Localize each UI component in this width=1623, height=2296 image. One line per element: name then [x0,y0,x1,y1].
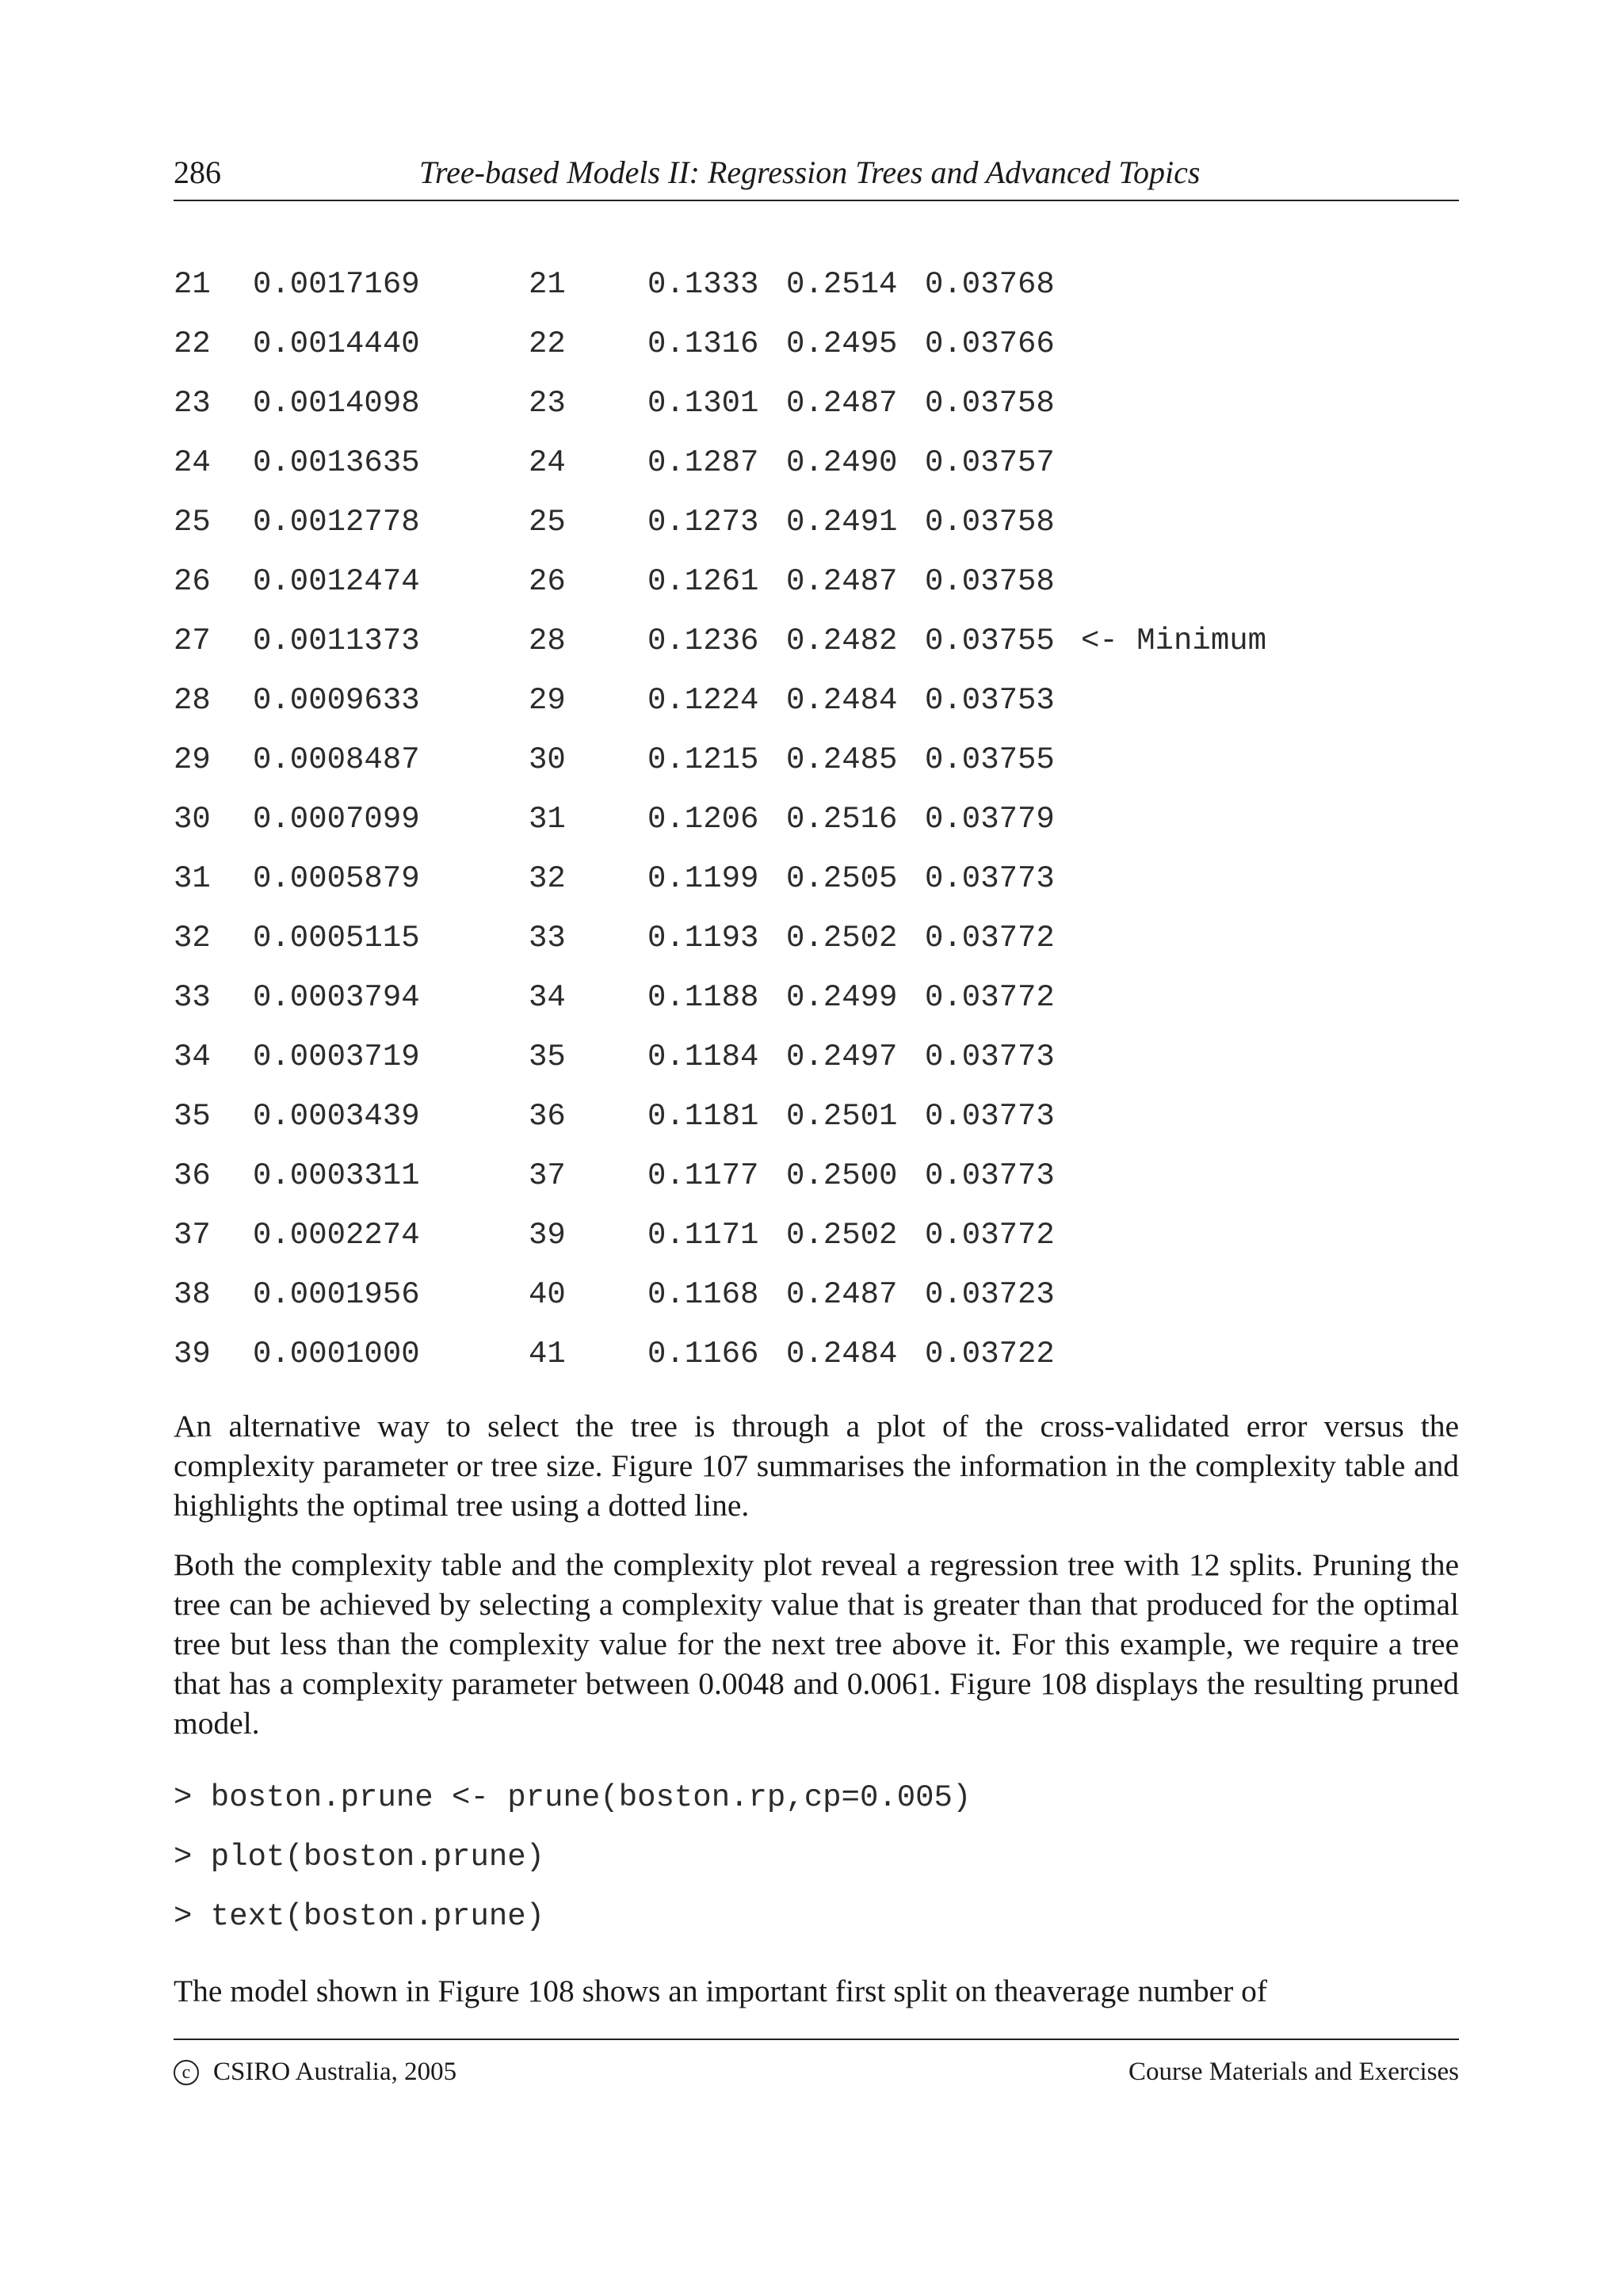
row-index: 22 [174,326,211,361]
rel-error-value: 0.1316 [647,326,759,361]
cp-value: 0.0001956 [253,1277,420,1312]
row-index: 36 [174,1158,211,1193]
page-header [174,152,1459,201]
nsplit-value: 22 [529,326,566,361]
xstd-value: 0.03768 [925,267,1055,302]
row-index: 25 [174,505,211,540]
cp-value: 0.0014440 [253,326,420,361]
cp-value: 0.0003719 [253,1039,420,1074]
rel-error-value: 0.1171 [647,1218,759,1253]
nsplit-value: 26 [529,564,566,599]
rel-error-value: 0.1215 [647,742,759,777]
nsplit-value: 31 [529,802,566,837]
rel-error-value: 0.1166 [647,1337,759,1371]
xerror-value: 0.2487 [786,386,898,421]
xstd-value: 0.03773 [925,1099,1055,1134]
xstd-value: 0.03722 [925,1337,1055,1371]
xerror-value: 0.2487 [786,1277,898,1312]
nsplit-value: 32 [529,861,566,896]
rel-error-value: 0.1224 [647,683,759,718]
xerror-value: 0.2505 [786,861,898,896]
nsplit-value: 25 [529,505,566,540]
xstd-value: 0.03758 [925,505,1055,540]
nsplit-value: 33 [529,921,566,955]
paragraph-model-first-split: The model shown in Figure 108 shows an important first split on theaverage number of [174,1974,1268,2008]
page-number: 286 [174,154,221,190]
nsplit-value: 23 [529,386,566,421]
command-text: > boston.prune <- prune(boston.rp,cp=0.005) [174,1780,972,1815]
row-index: 37 [174,1218,211,1253]
paragraph-pruning: Both the complexity table and the complexity plot reveal a regression tree with 12 splits. Pruning the tree can be achieved by selecting a complexity value that is greater than that produced for the optimal tree but less than the complexity value for the next tree above it. For this example, we require a tree that has a complexity parameter between 0.0048 and 0.0061. Figure 108 displays the resulting pruned model. [174,1547,1459,1741]
rel-error-value: 0.1168 [647,1277,759,1312]
footer-course-title: Course Materials and Exercises [1128,2058,1459,2086]
row-index: 35 [174,1099,211,1134]
row-index: 30 [174,802,211,837]
nsplit-value: 28 [529,624,566,658]
cp-value: 0.0005115 [253,921,420,955]
xstd-value: 0.03773 [925,861,1055,896]
cp-value: 0.0014098 [253,386,420,421]
row-index: 27 [174,624,211,658]
nsplit-value: 29 [529,683,566,718]
xerror-value: 0.2499 [786,980,898,1015]
cp-value: 0.0009633 [253,683,420,718]
rel-error-value: 0.1199 [647,861,759,896]
cp-value: 0.0017169 [253,267,420,302]
rel-error-value: 0.1184 [647,1039,759,1074]
xerror-value: 0.2497 [786,1039,898,1074]
nsplit-value: 24 [529,445,566,480]
nsplit-value: 40 [529,1277,566,1312]
xstd-value: 0.03757 [925,445,1055,480]
xstd-value: 0.03766 [925,326,1055,361]
nsplit-value: 35 [529,1039,566,1074]
cp-value: 0.0007099 [253,802,420,837]
xstd-value: 0.03772 [925,1218,1055,1253]
rel-error-value: 0.1177 [647,1158,759,1193]
xstd-value: 0.03758 [925,564,1055,599]
row-index: 21 [174,267,211,302]
xerror-value: 0.2501 [786,1099,898,1134]
paragraph-alternative-selection: An alternative way to select the tree is through a plot of the cross-validated error versus the complexity parameter or tree size. Figure 107 summarises the information in the complexity table and highlights the optimal tree using a dotted line. [174,1409,1459,1523]
row-index: 29 [174,742,211,777]
xstd-value: 0.03772 [925,980,1055,1015]
row-index: 38 [174,1277,211,1312]
xerror-value: 0.2487 [786,564,898,599]
xerror-value: 0.2484 [786,683,898,718]
rel-error-value: 0.1273 [647,505,759,540]
xstd-value: 0.03779 [925,802,1055,837]
rel-error-value: 0.1236 [647,624,759,658]
minimum-marker: <- Minimum [1081,624,1267,658]
xstd-value: 0.03753 [925,683,1055,718]
running-title: Tree-based Models II: Regression Trees and Advanced Topics [419,154,1201,190]
row-index: 24 [174,445,211,480]
cp-value: 0.0001000 [253,1337,420,1371]
footer-organization: CSIRO Australia, 2005 [213,2058,457,2086]
xerror-value: 0.2502 [786,1218,898,1253]
cp-value: 0.0012474 [253,564,420,599]
cp-value: 0.0003794 [253,980,420,1015]
cp-value: 0.0011373 [253,624,420,658]
copyright-icon: c [174,2060,199,2085]
row-index: 28 [174,683,211,718]
rel-error-value: 0.1181 [647,1099,759,1134]
row-index: 33 [174,980,211,1015]
nsplit-value: 36 [529,1099,566,1134]
rel-error-value: 0.1333 [647,267,759,302]
nsplit-value: 39 [529,1218,566,1253]
cp-value: 0.0013635 [253,445,420,480]
cp-value: 0.0005879 [253,861,420,896]
row-index: 31 [174,861,211,896]
xerror-value: 0.2491 [786,505,898,540]
cp-value: 0.0012778 [253,505,420,540]
xerror-value: 0.2514 [786,267,898,302]
xerror-value: 0.2490 [786,445,898,480]
xerror-value: 0.2484 [786,1337,898,1371]
nsplit-value: 30 [529,742,566,777]
rel-error-value: 0.1301 [647,386,759,421]
page-footer [174,2039,1459,2088]
cp-value: 0.0003311 [253,1158,420,1193]
xerror-value: 0.2482 [786,624,898,658]
xstd-value: 0.03773 [925,1158,1055,1193]
nsplit-value: 21 [529,267,566,302]
rel-error-value: 0.1287 [647,445,759,480]
rel-error-value: 0.1188 [647,980,759,1015]
xstd-value: 0.03755 [925,742,1055,777]
row-index: 39 [174,1337,211,1371]
rel-error-value: 0.1193 [647,921,759,955]
cp-value: 0.0002274 [253,1218,420,1253]
xerror-value: 0.2485 [786,742,898,777]
xerror-value: 0.2502 [786,921,898,955]
nsplit-value: 34 [529,980,566,1015]
command-text: > text(boston.prune) [174,1899,545,1934]
xerror-value: 0.2516 [786,802,898,837]
cp-value: 0.0008487 [253,742,420,777]
rel-error-value: 0.1206 [647,802,759,837]
row-index: 23 [174,386,211,421]
xstd-value: 0.03723 [925,1277,1055,1312]
nsplit-value: 37 [529,1158,566,1193]
row-index: 32 [174,921,211,955]
footer-copyright [174,2058,456,2087]
nsplit-value: 41 [529,1337,566,1371]
row-index: 34 [174,1039,211,1074]
xstd-value: 0.03755 [925,624,1055,658]
command-text: > plot(boston.prune) [174,1840,545,1875]
xstd-value: 0.03758 [925,386,1055,421]
xerror-value: 0.2495 [786,326,898,361]
cp-value: 0.0003439 [253,1099,420,1134]
row-index: 26 [174,564,211,599]
xstd-value: 0.03772 [925,921,1055,955]
rel-error-value: 0.1261 [647,564,759,599]
xerror-value: 0.2500 [786,1158,898,1193]
xstd-value: 0.03773 [925,1039,1055,1074]
